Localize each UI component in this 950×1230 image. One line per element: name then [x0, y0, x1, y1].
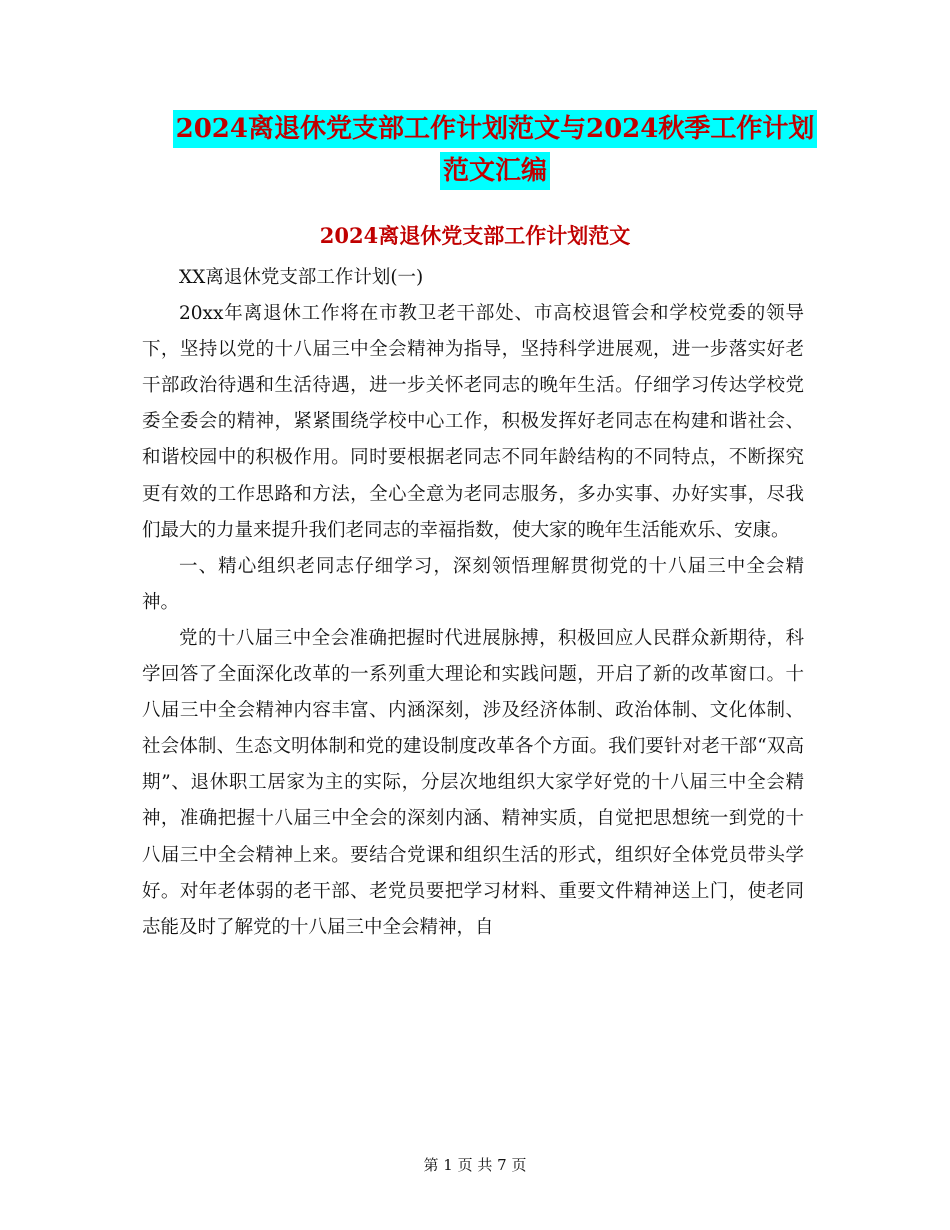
paragraph-section-heading: 一、精心组织老同志仔细学习，深刻领悟理解贯彻党的十八届三中全会精神。	[142, 555, 804, 613]
paragraph-heading: XX离退休党支部工作计划(一)	[179, 267, 424, 288]
document-body	[142, 260, 804, 946]
page-footer: 第 1 页 共 7 页	[423, 1156, 527, 1174]
section-title: 2024离退休党支部工作计划范文	[319, 223, 631, 248]
title-highlight-1: 2024离退休党支部工作计划范文与2024秋季工作计划	[173, 110, 818, 148]
paragraph: 党的十八届三中全会准确把握时代进展脉搏，积极回应人民群众新期待，科学回答了全面深化改革的一系列重大理论和实践问题，开启了新的改革窗口。十八届三中全会精神内容丰富、内涵深刻，涉及经济体制、政治体制、文化体制、社会体制、生态文明体制和党的建设制度改革各个方面。我们要针对老干部“双高期”、退休职工居家为主的实际，分层次地组织大家学好党的十八届三中全会精神，准确把握十八届三中全会的深刻内涵、精神实质，自觉把思想统一到党的十八届三中全会精神上来。要结合党课和组织生活的形式，组织好全体党员带头学好。对年老体弱的老干部、老党员要把学习材料、重要文件精神送上门，使老同志能及时了解党的十八届三中全会精神，自	[142, 627, 804, 938]
title-highlight-2: 范文汇编	[440, 152, 550, 190]
document-title-line-2	[140, 152, 850, 190]
document-title-line-1	[140, 110, 850, 148]
paragraph: 20xx年离退休工作将在市教卫老干部处、市高校退管会和学校党委的领导下，坚持以党的十八届三中全会精神为指导，坚持科学进展观，进一步落实好老干部政治待遇和生活待遇，进一步关怀老同志的晚年生活。仔细学习传达学校党委全委会的精神，紧紧围绕学校中心工作，积极发挥好老同志在构建和谐社会、和谐校园中的积极作用。同时要根据老同志不同年龄结构的不同特点，不断探究更有效的工作思路和方法，全心全意为老同志服务，多办实事、办好实事，尽我们最大的力量来提升我们老同志的幸福指数，使大家的晚年生活能欢乐、安康。	[142, 303, 804, 541]
